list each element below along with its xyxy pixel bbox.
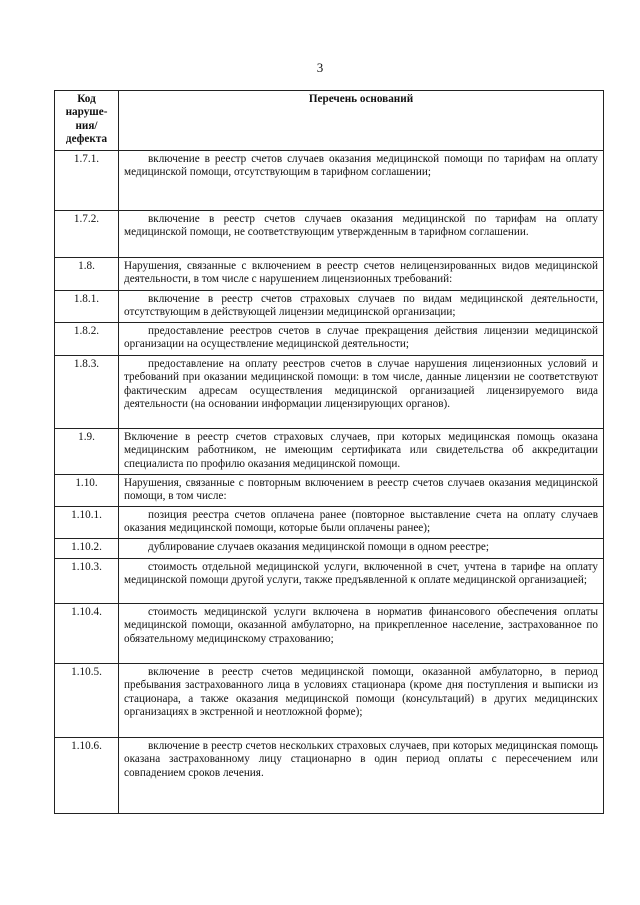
table-row [55,291,604,323]
violation-code: 1.8.1. [55,291,119,323]
violation-code: 1.10.5. [55,664,119,738]
violation-code: 1.9. [55,429,119,475]
header-code [55,91,119,151]
violation-description: Нарушения, связанные с повторным включением в реестр счетов случаев оказания медицинской помощи, в том числе: [119,475,604,507]
violation-code: 1.7.1. [55,151,119,211]
header-code-line: дефекта [65,133,108,146]
violation-description: дублирование случаев оказания медицинской помощи в одном реестре; [119,539,604,559]
violations-table [54,90,604,814]
header-code-line: Код [77,93,96,105]
table-header-row [55,91,604,151]
violation-description: предоставление на оплату реестров счетов в случае нарушения лицензионных условий и требований при оказании медицинской помощи: в том числе, данные лицензии не соответствуют фактическим адресам осуществления медицинской организацией лицензируемого вида деятельности (на основании информации лицензирующих органов). [119,356,604,429]
table-row [55,356,604,429]
violation-code: 1.10.3. [55,559,119,604]
violation-description: стоимость медицинской услуги включена в норматив финансового обеспечения оплаты медицинской помощи, оказанной амбулаторно, на прикрепленное население, застрахованное по обязательному медицинскому страхованию; [119,604,604,664]
table-row [55,475,604,507]
violation-description: включение в реестр счетов нескольких страховых случаев, при которых медицинская помощь оказана застрахованному лицу стационарно в один период оплаты с пересечением или совпадением сроков лечения. [119,738,604,814]
table-row [55,738,604,814]
page-number: 3 [316,60,324,75]
violation-description: включение в реестр счетов медицинской помощи, оказанной амбулаторно, в период пребывания застрахованного лица в условиях стационара (кроме дня поступления и выписки из стационара, а также оказания медицинской помощи (консультаций) в других медицинских организациях в экстренной и неотложной форме); [119,664,604,738]
violation-code: 1.8.3. [55,356,119,429]
table-row [55,323,604,356]
header-code-line: наруше- [65,106,108,119]
violation-code: 1.10.4. [55,604,119,664]
table-row [55,664,604,738]
header-title: Перечень оснований [119,91,604,151]
violation-description: включение в реестр счетов случаев оказания медицинской по тарифам на оплату медицинской помощи, не соответствующим утвержденным в тарифном соглашении. [119,211,604,258]
violation-code: 1.10.6. [55,738,119,814]
header-code-line: ния/ [75,119,98,132]
table-row [55,559,604,604]
violation-code: 1.10.1. [55,507,119,539]
table-row [55,429,604,475]
violation-description: Включение в реестр счетов страховых случаев, при которых медицинская помощь оказана медицинским работником, не имеющим сертификата или свидетельства об аккредитации специалиста по профилю оказания медицинской помощи. [119,429,604,475]
violation-description: предоставление реестров счетов в случае прекращения действия лицензии медицинской организации на осуществление медицинской деятельности; [119,323,604,356]
violation-description: Нарушения, связанные с включением в реестр счетов нелицензированных видов медицинской деятельности, в том числе с нарушением лицензионных требований: [119,258,604,291]
table-row [55,211,604,258]
violation-code: 1.10.2. [55,539,119,559]
violation-description: включение в реестр счетов страховых случаев по видам медицинской деятельности, отсутствующим в действующей лицензии медицинской организации; [119,291,604,323]
violation-code: 1.8.2. [55,323,119,356]
violation-description: включение в реестр счетов случаев оказания медицинской помощи по тарифам на оплату медицинской помощи, отсутствующим в тарифном соглашении; [119,151,604,211]
table-row [55,539,604,559]
table-row [55,604,604,664]
violation-description: позиция реестра счетов оплачена ранее (повторное выставление счета на оплату случаев оказания медицинской помощи, которые были оплачены ранее); [119,507,604,539]
table-row [55,151,604,211]
table-row [55,258,604,291]
table-row [55,507,604,539]
violation-code: 1.10. [55,475,119,507]
violation-code: 1.8. [55,258,119,291]
violation-code: 1.7.2. [55,211,119,258]
violation-description: стоимость отдельной медицинской услуги, включенной в счет, учтена в тарифе на оплату медицинской помощи другой услуги, также предъявленной к оплате медицинской организацией; [119,559,604,604]
